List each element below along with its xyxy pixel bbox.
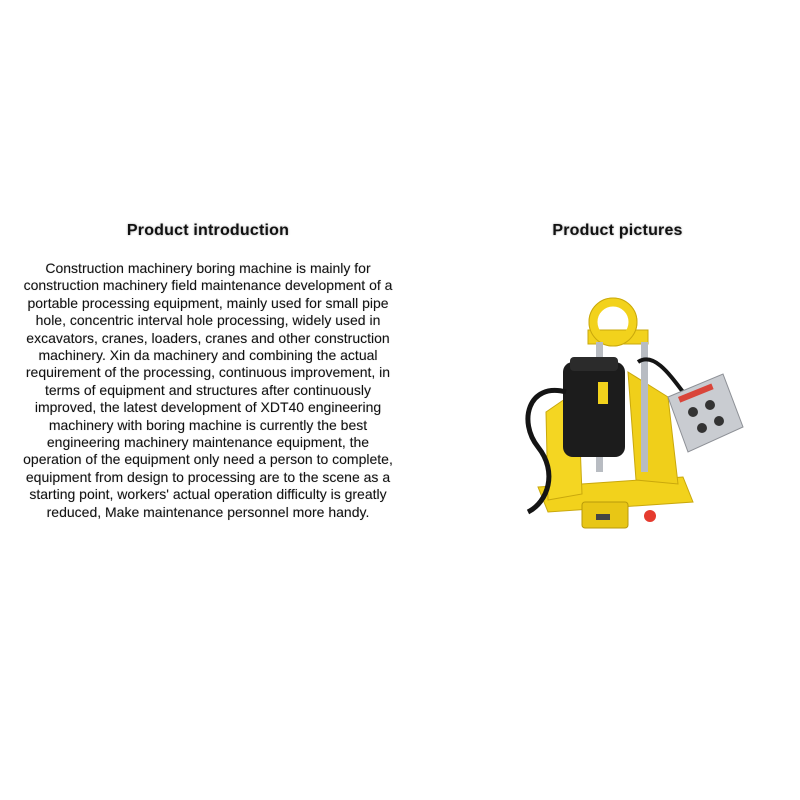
panel-knob-4: [714, 416, 724, 426]
base-slot: [596, 514, 610, 520]
product-introduction-text: Construction machinery boring machine is mainly for construction machinery field maintenance development of a portable processing equipment, mainly used for small pipe hole, concentric interval hole processing, widely used in excavators, cranes, loaders, cranes and other construction machinery. Xin da machinery and combining the actual requirement of the processing, continuous improvement, in terms of equipment and structures after continuously improved, the latest development of XDT40 engineering machinery with boring machine is currently the best engineering machinery maintenance equipment, the operation of the equipment only need a person to complete, equipment from design to processing are to the scene as a starting point, workers' actual operation difficulty is greatly reduced, Make maintenance personnel more handy.: [23, 260, 393, 520]
red-knob: [644, 510, 656, 522]
motor-body: [563, 362, 625, 457]
boring-machine-photo: [478, 262, 774, 562]
panel-knob-2: [705, 400, 715, 410]
product-introduction-heading: Product introduction: [126, 222, 290, 239]
motor-label: [598, 382, 608, 404]
product-pictures-heading: Product pictures: [552, 222, 683, 239]
product-pictures-section: [470, 222, 765, 240]
right-frame: [628, 372, 678, 484]
panel-knob-3: [697, 423, 707, 433]
product-introduction-section: [22, 222, 394, 535]
panel-knob-1: [688, 407, 698, 417]
motor-cap: [570, 357, 618, 371]
